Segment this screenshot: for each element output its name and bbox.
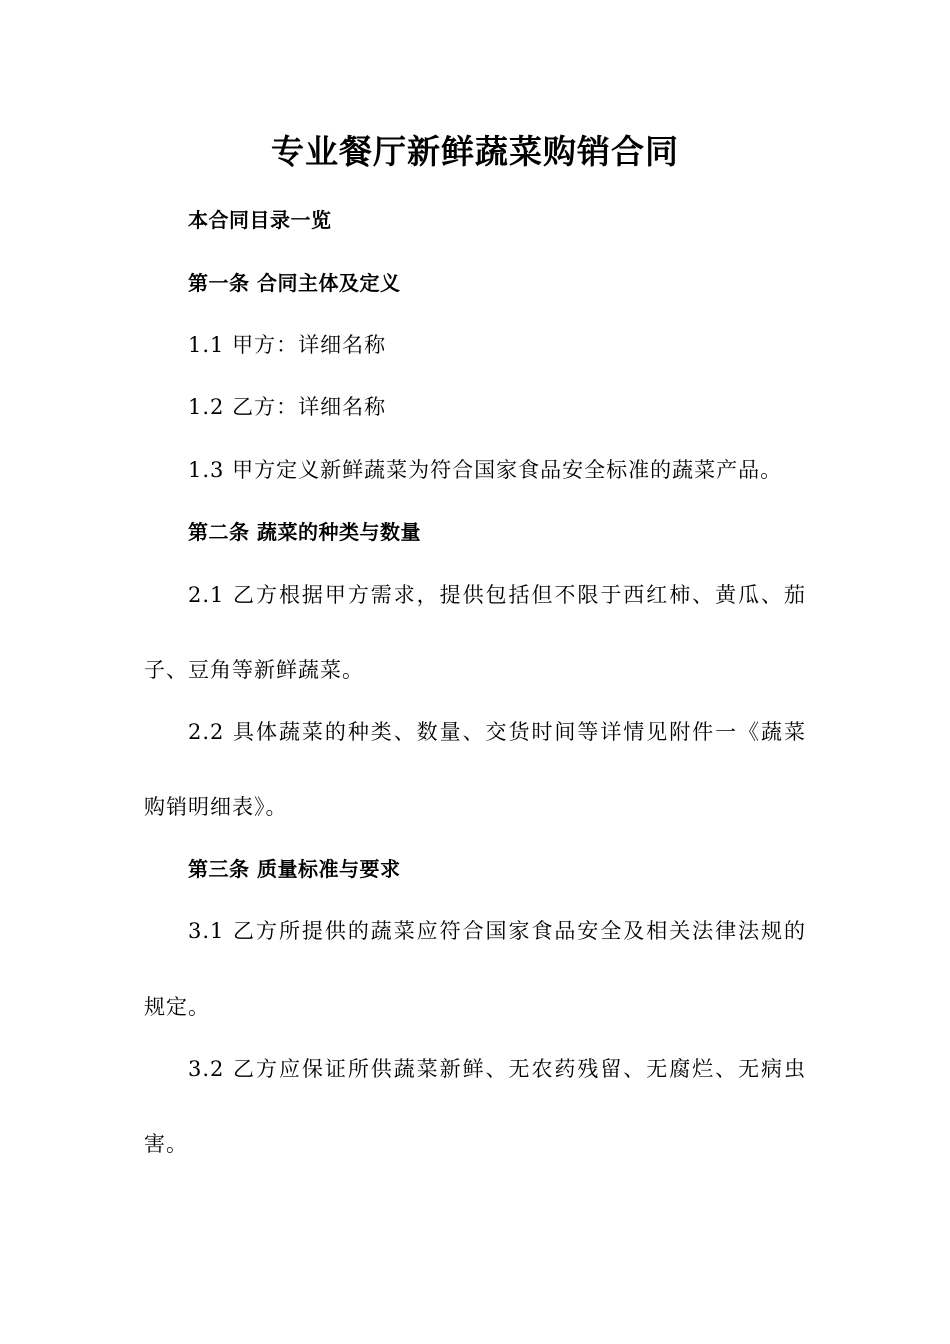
clause-2-2-line-2: 购销明细表》。 — [144, 795, 288, 819]
clause-3-1-line-1: 3.1 乙方所提供的蔬菜应符合国家食品安全及相关法律法规的 — [188, 919, 806, 943]
clause-2-1-line-2: 子、豆角等新鲜蔬菜。 — [144, 658, 364, 682]
clause-2-1-line-1: 2.1 乙方根据甲方需求，提供包括但不限于西红柿、黄瓜、茄 — [188, 583, 806, 607]
section-heading-1: 第一条 合同主体及定义 — [188, 271, 401, 295]
clause-2-2-line-1: 2.2 具体蔬菜的种类、数量、交货时间等详情见附件一《蔬菜 — [188, 720, 806, 744]
clause-3-1-line-2: 规定。 — [144, 995, 210, 1019]
clause-1-2: 1.2 乙方：详细名称 — [188, 395, 387, 419]
clause-3-2-line-2: 害。 — [144, 1132, 188, 1156]
clause-1-1: 1.1 甲方：详细名称 — [188, 333, 387, 357]
clause-3-2-line-1: 3.2 乙方应保证所供蔬菜新鲜、无农药残留、无腐烂、无病虫 — [188, 1057, 806, 1081]
section-heading-2: 第二条 蔬菜的种类与数量 — [188, 520, 421, 544]
document-title: 专业餐厅新鲜蔬菜购销合同 — [271, 132, 679, 171]
clause-1-3: 1.3 甲方定义新鲜蔬菜为符合国家食品安全标准的蔬菜产品。 — [188, 458, 783, 482]
section-heading-3: 第三条 质量标准与要求 — [188, 857, 401, 881]
toc-heading: 本合同目录一览 — [188, 208, 332, 232]
